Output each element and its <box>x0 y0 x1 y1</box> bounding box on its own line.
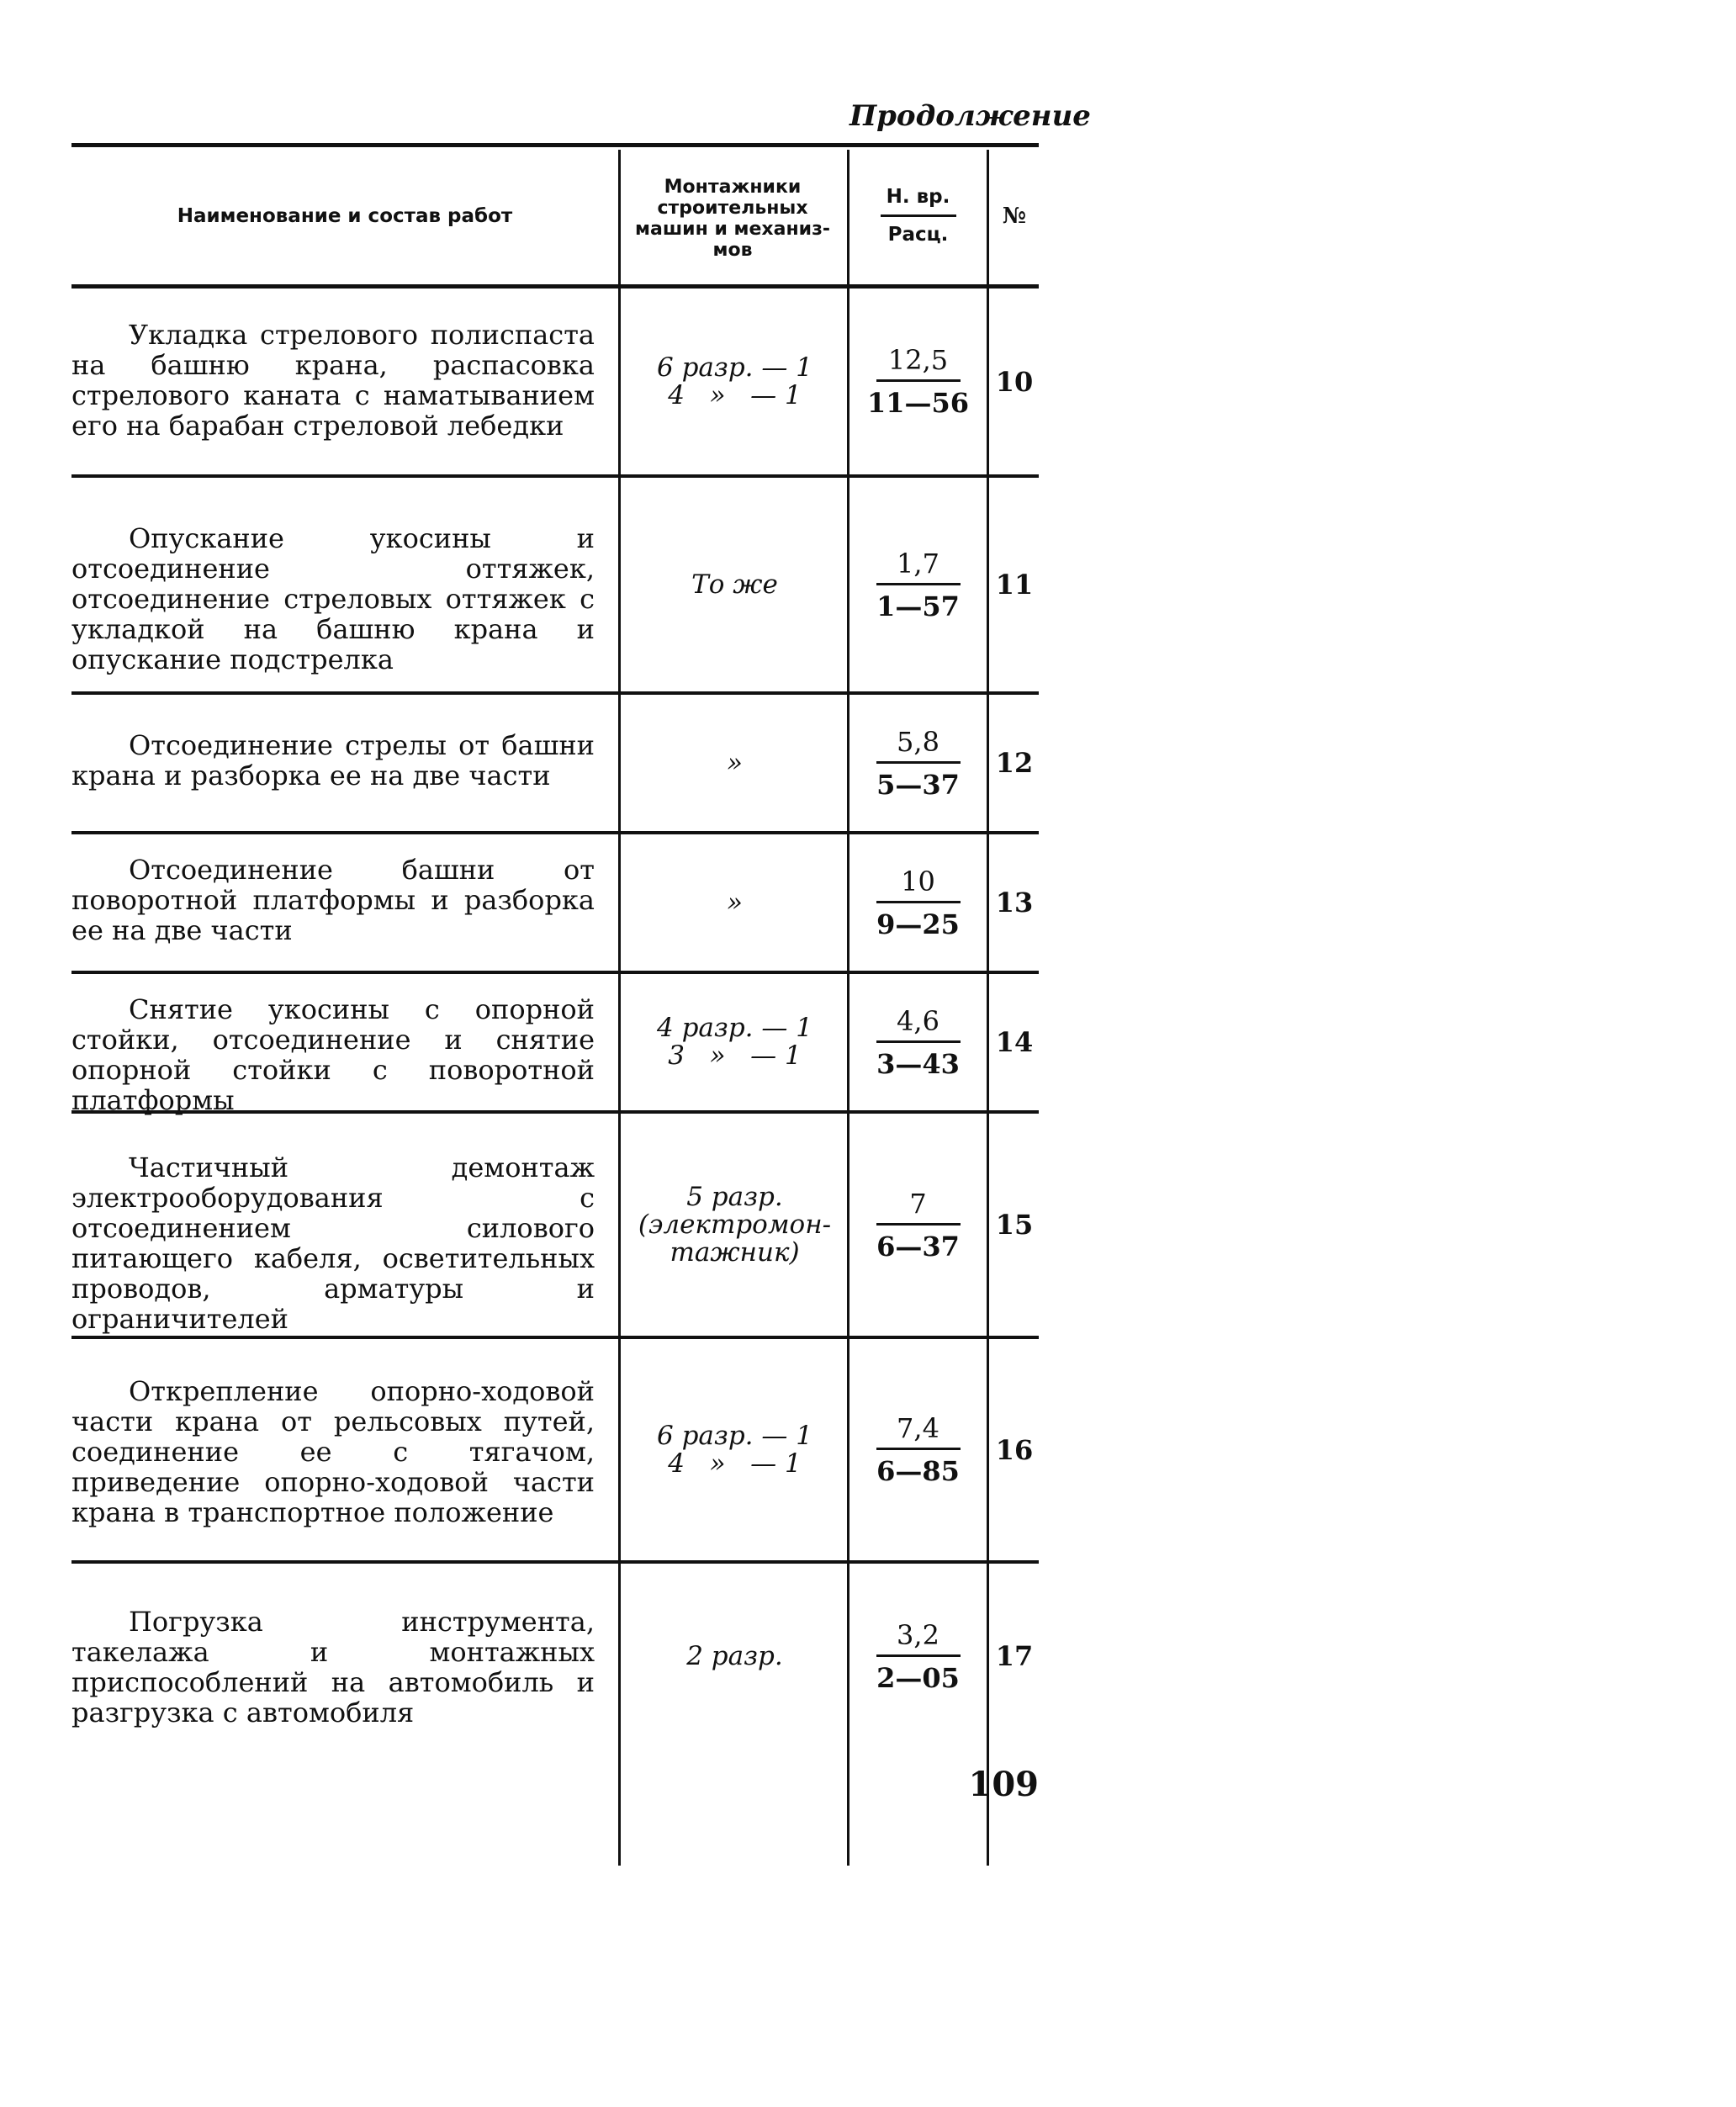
row-norm <box>849 974 987 1110</box>
row-workers: То же <box>691 569 778 600</box>
norm-time-value: 3,2 <box>897 1618 939 1651</box>
row-workers: » <box>727 887 743 918</box>
row-number: 17 <box>995 1640 1034 1672</box>
rate-value: 1—57 <box>876 590 960 622</box>
row-description: Опускание укосины и отсоединение оттяжек, отсоединение стреловых оттяжек с укладкой на башню крана и опускание подстрелка <box>71 522 595 675</box>
header-workers: Монтажники строительных машин и механиз- мов <box>634 177 830 261</box>
row-workers: 2 разр. <box>686 1640 783 1671</box>
row-number: 13 <box>995 887 1034 919</box>
row-workers: » <box>727 747 743 778</box>
row-norm <box>849 695 987 831</box>
row-number: 16 <box>995 1433 1034 1466</box>
rate-value: 9—25 <box>876 908 960 940</box>
row-workers: 4 разр. — 1 3 » — 1 <box>657 1013 812 1071</box>
row-number: 10 <box>995 365 1034 398</box>
row-workers: 6 разр. — 1 4 » — 1 <box>657 1420 812 1479</box>
column-divider <box>618 150 621 1866</box>
row-description: Отсоединение башни от поворотной платформы и разборка ее на две части <box>71 854 595 946</box>
row-description: Погрузка инструмента, такелажа и монтажных приспособлений на автомобиль и разгрузка с автомобиля <box>71 1606 595 1728</box>
row-number: 14 <box>995 1026 1034 1058</box>
norm-time-value: 10 <box>901 865 935 897</box>
rate-value: 11—56 <box>866 387 970 419</box>
norm-time-value: 7 <box>909 1187 927 1220</box>
row-norm <box>849 1114 987 1336</box>
row-workers: 5 разр. (электромон- тажник) <box>638 1181 832 1268</box>
rate-value: 3—43 <box>876 1047 960 1080</box>
header-name: Наименование и состав работ <box>177 204 513 227</box>
row-norm <box>849 289 987 474</box>
row-description: Снятие укосины с опорной стойки, отсоединение и снятие опорной стойки с поворотной платформы <box>71 993 595 1116</box>
header-norm <box>849 147 987 284</box>
rate-value: 5—37 <box>876 768 960 801</box>
row-description: Укладка стрелового полиспаста на башню крана, распасовка стрелового каната с наматыванием его на барабан стреловой лебедки <box>71 319 595 442</box>
header-norm-time: Н. вр. <box>886 186 950 208</box>
norm-time-value: 12,5 <box>887 344 949 376</box>
continuation-label: Продолжение <box>849 99 1091 133</box>
row-norm <box>849 834 987 971</box>
row-number: 12 <box>995 747 1034 779</box>
rate-value: 6—37 <box>876 1230 960 1263</box>
fraction-bar <box>881 214 956 217</box>
header-rate: Расц. <box>887 224 949 246</box>
row-norm <box>849 478 987 691</box>
page-number: 109 <box>968 1765 1039 1804</box>
norm-time-value: 4,6 <box>897 1004 939 1037</box>
row-description: Открепление опорно-ходовой части крана от рельсовых путей, соединение ее с тягачом, приведение опорно-ходовой части крана в транспортное положение <box>71 1375 595 1528</box>
row-description: Частичный демонтаж электрооборудования с отсоединением силового питающего кабеля, осветительных проводов, арматуры и ограничителей <box>71 1151 595 1335</box>
row-norm <box>849 1564 987 1749</box>
row-workers: 6 разр. — 1 4 » — 1 <box>657 352 812 410</box>
row-number: 15 <box>995 1209 1034 1241</box>
header-number: № <box>1002 203 1027 229</box>
row-norm <box>849 1339 987 1560</box>
row-description: Отсоединение стрелы от башни крана и разборка ее на две части <box>71 729 595 791</box>
rate-value: 2—05 <box>876 1661 960 1694</box>
rate-value: 6—85 <box>876 1455 960 1487</box>
norm-time-value: 5,8 <box>897 725 939 758</box>
norm-time-value: 1,7 <box>897 547 939 580</box>
norm-time-value: 7,4 <box>897 1412 939 1444</box>
row-number: 11 <box>995 569 1034 601</box>
